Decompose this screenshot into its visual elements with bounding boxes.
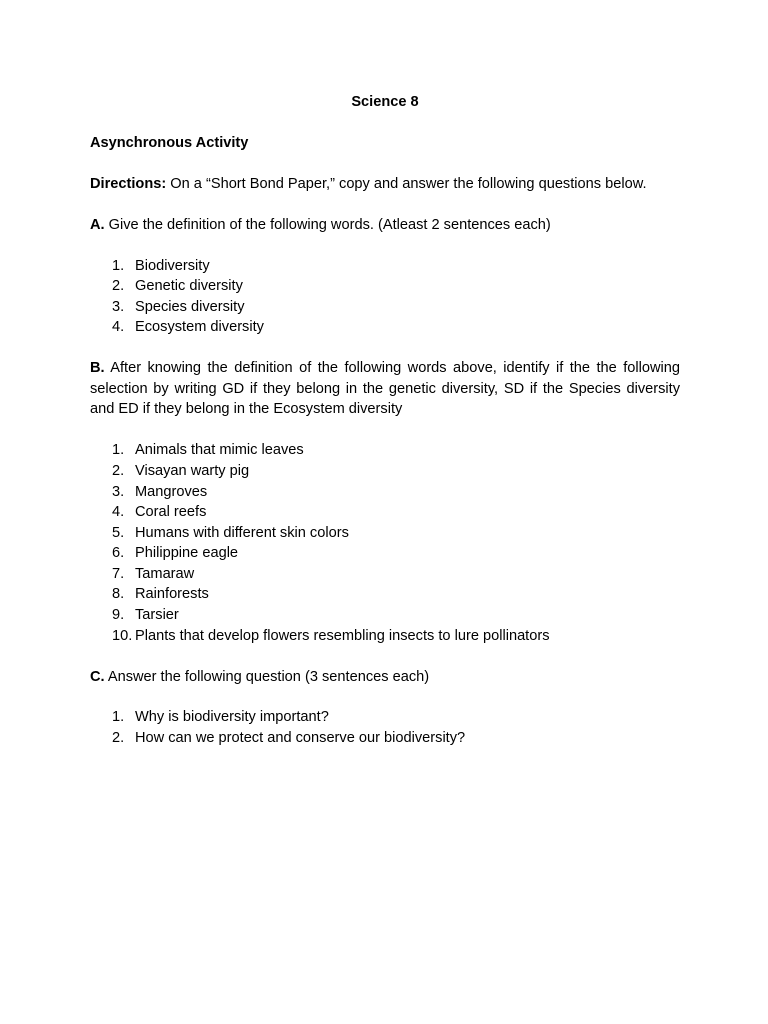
section-c-list (90, 707, 680, 748)
list-item-number: 10. (112, 627, 133, 644)
list-item (90, 543, 680, 564)
list-item-number: 3. (112, 483, 125, 500)
list-item-text: Animals that mimic leaves (135, 442, 304, 459)
list-item-number: 9. (112, 607, 125, 624)
section-c-instruction (90, 667, 680, 688)
list-item-number: 1. (112, 442, 125, 459)
list-item (90, 502, 680, 523)
list-item (90, 626, 680, 647)
list-item-number: 1. (112, 709, 125, 726)
list-item-text: Why is biodiversity important? (135, 709, 329, 726)
list-item (90, 564, 680, 585)
list-item (90, 584, 680, 605)
list-item-number: 4. (112, 504, 125, 521)
section-b-label: B. (90, 360, 105, 377)
list-item-number: 1. (112, 257, 125, 274)
document-page (90, 92, 680, 749)
list-item-number: 2. (112, 730, 125, 747)
list-item-text: Tarsier (135, 607, 179, 624)
list-item-text: Genetic diversity (135, 278, 243, 295)
list-item (90, 523, 680, 544)
list-item (90, 276, 680, 297)
list-item (90, 728, 680, 749)
list-item-number: 6. (112, 545, 125, 562)
list-item (90, 440, 680, 461)
list-item-number: 8. (112, 586, 125, 603)
section-a-label: A. (90, 216, 105, 233)
list-item-number: 5. (112, 524, 125, 541)
directions-text: On a “Short Bond Paper,” copy and answer the following questions below. (166, 175, 647, 192)
list-item-text: Plants that develop flowers resembling insects to lure pollinators (135, 627, 550, 644)
list-item-text: Tamaraw (135, 565, 195, 582)
list-item-text: How can we protect and conserve our biodiversity? (135, 730, 466, 747)
section-a-text: Give the definition of the following words. (Atleast 2 sentences each) (104, 216, 551, 233)
list-item-text: Philippine eagle (135, 545, 239, 562)
section-a-list (90, 256, 680, 338)
list-item-number: 2. (112, 278, 125, 295)
directions-paragraph (90, 174, 680, 195)
list-item-text: Visayan warty pig (135, 462, 250, 479)
list-item-text: Biodiversity (135, 257, 210, 274)
list-item (90, 605, 680, 626)
section-b-list (90, 440, 680, 646)
list-item (90, 297, 680, 318)
activity-heading: Asynchronous Activity (90, 134, 249, 151)
list-item-text: Ecosystem diversity (135, 319, 264, 336)
list-item-text: Species diversity (135, 298, 245, 315)
section-b-text: After knowing the definition of the following words above, identify if the the following selection by writing GD if they belong in the genetic diversity, SD if the Species diversity and ED if they belong in the Ecosystem diversity (90, 360, 680, 418)
list-item-text: Coral reefs (135, 504, 207, 521)
list-item-text: Mangroves (135, 483, 208, 500)
list-item (90, 461, 680, 482)
list-item-text: Humans with different skin colors (135, 524, 349, 541)
list-item-number: 3. (112, 298, 125, 315)
list-item (90, 482, 680, 503)
document-title: Science 8 (351, 94, 419, 110)
directions-label: Directions: (90, 175, 167, 192)
list-item-text: Rainforests (135, 586, 209, 603)
list-item (90, 707, 680, 728)
list-item (90, 317, 680, 338)
list-item (90, 256, 680, 277)
section-a-instruction (90, 215, 680, 236)
section-b-instruction (90, 358, 680, 420)
list-item-number: 2. (112, 462, 125, 479)
section-c-text: Answer the following question (3 sentences each) (104, 668, 430, 685)
list-item-number: 7. (112, 565, 125, 582)
list-item-number: 4. (112, 319, 125, 336)
section-c-label: C. (90, 668, 105, 685)
